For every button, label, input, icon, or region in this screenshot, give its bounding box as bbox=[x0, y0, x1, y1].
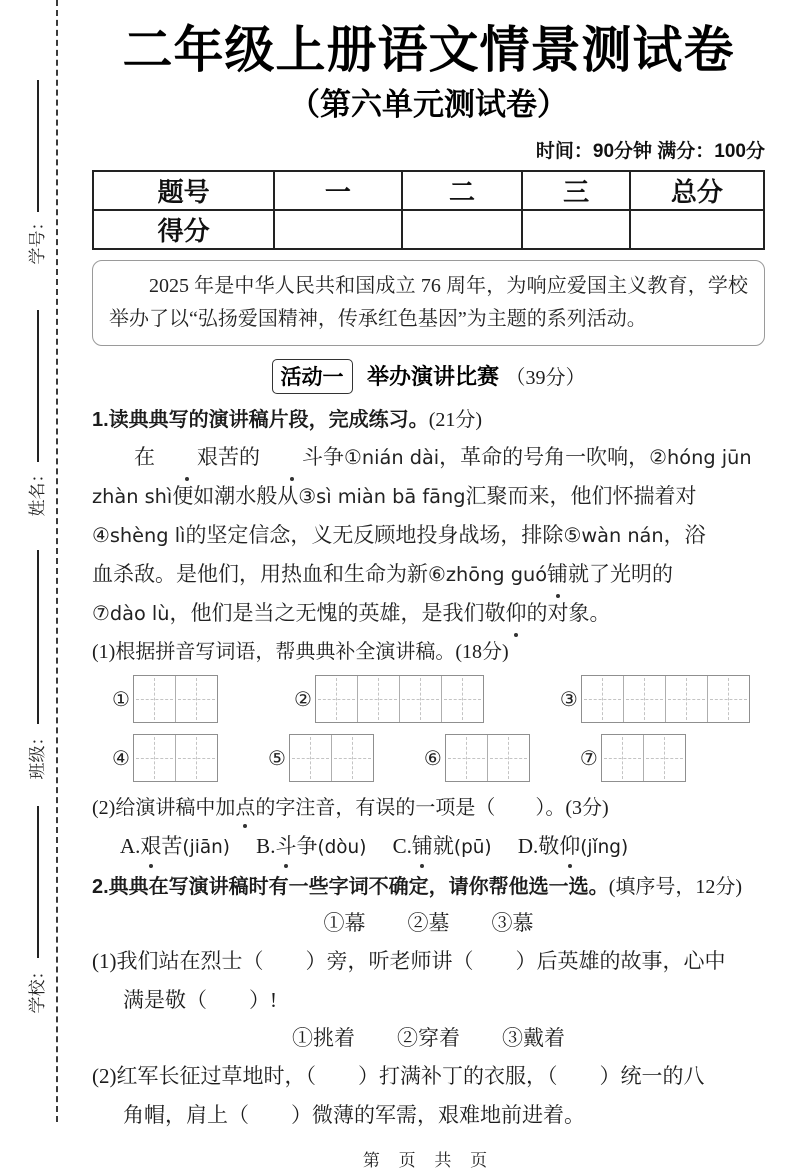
grid-number-label: ② bbox=[293, 687, 312, 711]
page-subtitle: （第六单元测试卷） bbox=[289, 87, 568, 122]
passage-line bbox=[92, 555, 765, 594]
writing-grid bbox=[315, 675, 484, 723]
grid-number-label: ⑦ bbox=[579, 746, 598, 770]
writing-grid bbox=[445, 734, 530, 782]
text-segment: zhàn shì bbox=[92, 485, 173, 508]
question-2-title bbox=[92, 871, 765, 903]
score-cell-empty bbox=[630, 210, 764, 249]
score-cell-empty bbox=[274, 210, 401, 249]
grid-number-label: ④ bbox=[112, 746, 130, 770]
text-segment: (2)给演讲稿中加点的字注音，有误的一项是（ ）。(3分) bbox=[92, 797, 609, 819]
score-row-label: 得分 bbox=[93, 210, 274, 249]
question-2-choices-2: ①挑着 ②穿着 ③戴着 bbox=[292, 1026, 565, 1050]
text-segment: ⑤ bbox=[563, 523, 582, 547]
student-info-label: 姓名： bbox=[28, 465, 47, 517]
writing-grids-row-1 bbox=[92, 675, 765, 723]
test-paper bbox=[92, 0, 765, 1171]
passage-line bbox=[92, 516, 765, 555]
writing-cell bbox=[290, 735, 331, 781]
text-segment: dào lù bbox=[109, 602, 170, 625]
grid-number-label: ⑥ bbox=[423, 746, 442, 770]
writing-cell bbox=[487, 735, 529, 781]
text-segment: shèng lì bbox=[109, 524, 186, 547]
passage-line bbox=[92, 477, 765, 516]
student-info-label: 学校： bbox=[28, 962, 47, 1014]
emphasis-dot-char: 仰 bbox=[506, 594, 527, 633]
activity-title: 举办演讲比赛 bbox=[366, 364, 499, 389]
text-segment: D.敬仰 bbox=[492, 834, 581, 858]
writing-grid-group bbox=[424, 734, 530, 782]
writing-grid-group bbox=[294, 675, 484, 723]
text-segment: (jǐng) bbox=[580, 837, 629, 858]
question-1-2-title bbox=[92, 792, 765, 824]
text-segment: zhōng guó bbox=[445, 563, 548, 586]
writing-cell bbox=[446, 735, 487, 781]
student-info-sidebar bbox=[0, 0, 70, 1122]
emphasis-dot-char: 铺 bbox=[412, 828, 433, 864]
student-info-write-line bbox=[37, 310, 39, 462]
score-table-header-cell: 题号 bbox=[93, 171, 274, 210]
text-segment: ，革命的号角一吹响， bbox=[439, 445, 650, 469]
writing-cell bbox=[175, 735, 217, 781]
question-2-2-line2: 角帽，肩上（ ）微薄的军需，艰难地前进着。 bbox=[123, 1103, 585, 1127]
text-segment: 1.读典典写的演讲稿片段，完成练习。 bbox=[92, 409, 429, 431]
score-table-header-cell: 二 bbox=[402, 171, 523, 210]
writing-cell bbox=[707, 676, 749, 722]
student-info-write-line bbox=[37, 80, 39, 212]
student-info-label: 学号： bbox=[28, 213, 47, 265]
text-segment: ② bbox=[649, 445, 668, 469]
text-segment: ，浴 bbox=[663, 523, 706, 547]
grid-number-label: ① bbox=[112, 687, 130, 711]
writing-cell bbox=[582, 676, 623, 722]
text-segment: ④ bbox=[92, 523, 110, 547]
text-segment: ③ bbox=[298, 484, 317, 508]
text-segment: 2.典典在写演讲稿时有一些字词不确定，请你帮他选一选。 bbox=[92, 876, 609, 898]
activity-1-heading bbox=[92, 359, 765, 394]
text-segment: hóng jūn bbox=[667, 446, 752, 469]
text-segment: sì miàn bā fāng bbox=[316, 485, 466, 508]
grid-number-label: ③ bbox=[559, 687, 578, 711]
intro-box: 2025 年是中华人民共和国成立 76 周年，为响应爱国主义教育，学校举办了以“弘扬爱国精神，传承红色基因”为主题的系列活动。 bbox=[92, 260, 765, 346]
text-segment: ，他们是当之无愧的英雄，是我们敬仰的对象。 bbox=[170, 601, 611, 625]
writing-cell bbox=[134, 676, 175, 722]
time-info: 时间：90分钟 满分：100分 bbox=[535, 141, 765, 162]
emphasis-dot-char: 斗 bbox=[275, 828, 296, 864]
writing-cell bbox=[643, 735, 685, 781]
activity-badge: 活动一 bbox=[272, 359, 353, 394]
writing-cell bbox=[665, 676, 707, 722]
text-segment: (jiān) bbox=[182, 837, 230, 858]
writing-grid-group bbox=[112, 734, 218, 782]
writing-grid-group bbox=[268, 734, 374, 782]
score-table-header-cell: 总分 bbox=[630, 171, 764, 210]
student-info-write-line bbox=[37, 550, 39, 724]
text-segment: nián dài bbox=[361, 446, 440, 469]
writing-grids-row-2 bbox=[92, 734, 765, 782]
writing-cell bbox=[175, 676, 217, 722]
writing-cell bbox=[134, 735, 175, 781]
score-table-header-cell: 三 bbox=[522, 171, 629, 210]
text-segment: 的坚定信念，义无反顾地投身战场，排除 bbox=[185, 523, 564, 547]
writing-cell bbox=[602, 735, 643, 781]
writing-cell bbox=[357, 676, 399, 722]
question-2-2-line1: (2)红军长征过草地时，（ ）打满补丁的衣服，（ ）统一的八 bbox=[92, 1064, 705, 1088]
question-2-1-line2: 满是敬（ ）! bbox=[123, 988, 277, 1012]
writing-grid bbox=[133, 675, 218, 723]
activity-score: （39分） bbox=[505, 367, 586, 389]
score-table bbox=[92, 170, 765, 250]
emphasis-dot-char: 斗 bbox=[260, 438, 323, 477]
writing-cell bbox=[623, 676, 665, 722]
page-title: 二年级上册语文情景测试卷 bbox=[122, 22, 735, 78]
writing-grid-group bbox=[112, 675, 218, 723]
score-cell-empty bbox=[522, 210, 629, 249]
writing-cell bbox=[331, 735, 373, 781]
text-segment: 铺就了光明的 bbox=[547, 562, 673, 586]
writing-grid-group bbox=[580, 734, 686, 782]
page-footer: 第 页 共 页 bbox=[362, 1151, 495, 1170]
score-table-header-row bbox=[93, 171, 764, 210]
writing-grid bbox=[289, 734, 374, 782]
question-2-1-line1: (1)我们站在烈士（ ）旁，听老师讲（ ）后英雄的故事，心中 bbox=[92, 949, 726, 973]
score-table-score-row bbox=[93, 210, 764, 249]
text-segment: wàn nán bbox=[581, 524, 664, 547]
score-table-header-cell: 一 bbox=[274, 171, 401, 210]
text-segment: 汇聚而来，他们怀揣着对 bbox=[465, 484, 697, 508]
text-segment: 在 艰苦的 斗争 bbox=[134, 445, 344, 469]
text-segment: (pū) bbox=[453, 837, 492, 858]
emphasis-dot-char: 仰 bbox=[559, 828, 580, 864]
text-segment: (填序号，12分) bbox=[608, 876, 743, 898]
student-info-label: 班级： bbox=[28, 728, 47, 780]
text-segment: ⑥ bbox=[428, 562, 446, 586]
text-segment: A.艰苦 bbox=[120, 834, 182, 858]
writing-cell bbox=[399, 676, 441, 722]
writing-grid bbox=[133, 734, 218, 782]
writing-cell bbox=[316, 676, 357, 722]
writing-grid bbox=[601, 734, 686, 782]
writing-cell bbox=[441, 676, 483, 722]
emphasis-dot-char: 点 bbox=[235, 792, 255, 824]
emphasis-dot-char: 艰 bbox=[155, 438, 218, 477]
text-segment: (dòu) bbox=[317, 837, 367, 858]
score-cell-empty bbox=[402, 210, 523, 249]
text-segment: 便如潮水般从 bbox=[172, 484, 299, 508]
text-segment: ① bbox=[344, 445, 362, 469]
text-segment: (21分) bbox=[428, 409, 483, 431]
passage-line bbox=[92, 594, 765, 633]
question-1-2-options bbox=[92, 828, 765, 866]
question-1-1-title bbox=[92, 636, 765, 668]
question-1-title bbox=[92, 404, 765, 436]
text-segment: 血杀敌。是他们，用热血和生命为新 bbox=[92, 562, 428, 586]
question-2-choices-1: ①幕 ②墓 ③慕 bbox=[323, 911, 534, 935]
passage-line bbox=[92, 438, 765, 477]
text-segment: C.铺就 bbox=[366, 834, 454, 858]
student-info-write-line bbox=[37, 806, 39, 958]
text-segment: (1)根据拼音写词语，帮典典补全演讲稿。(18分) bbox=[92, 641, 509, 663]
fold-dashed-line bbox=[56, 0, 58, 1122]
writing-grid-group bbox=[560, 675, 750, 723]
emphasis-dot-char: 铺 bbox=[547, 555, 568, 594]
text-segment: B.斗争 bbox=[230, 834, 318, 858]
passage bbox=[92, 438, 765, 633]
grid-number-label: ⑤ bbox=[267, 746, 286, 770]
writing-grid bbox=[581, 675, 750, 723]
text-segment: ⑦ bbox=[92, 601, 110, 625]
emphasis-dot-char: 艰 bbox=[140, 828, 161, 864]
